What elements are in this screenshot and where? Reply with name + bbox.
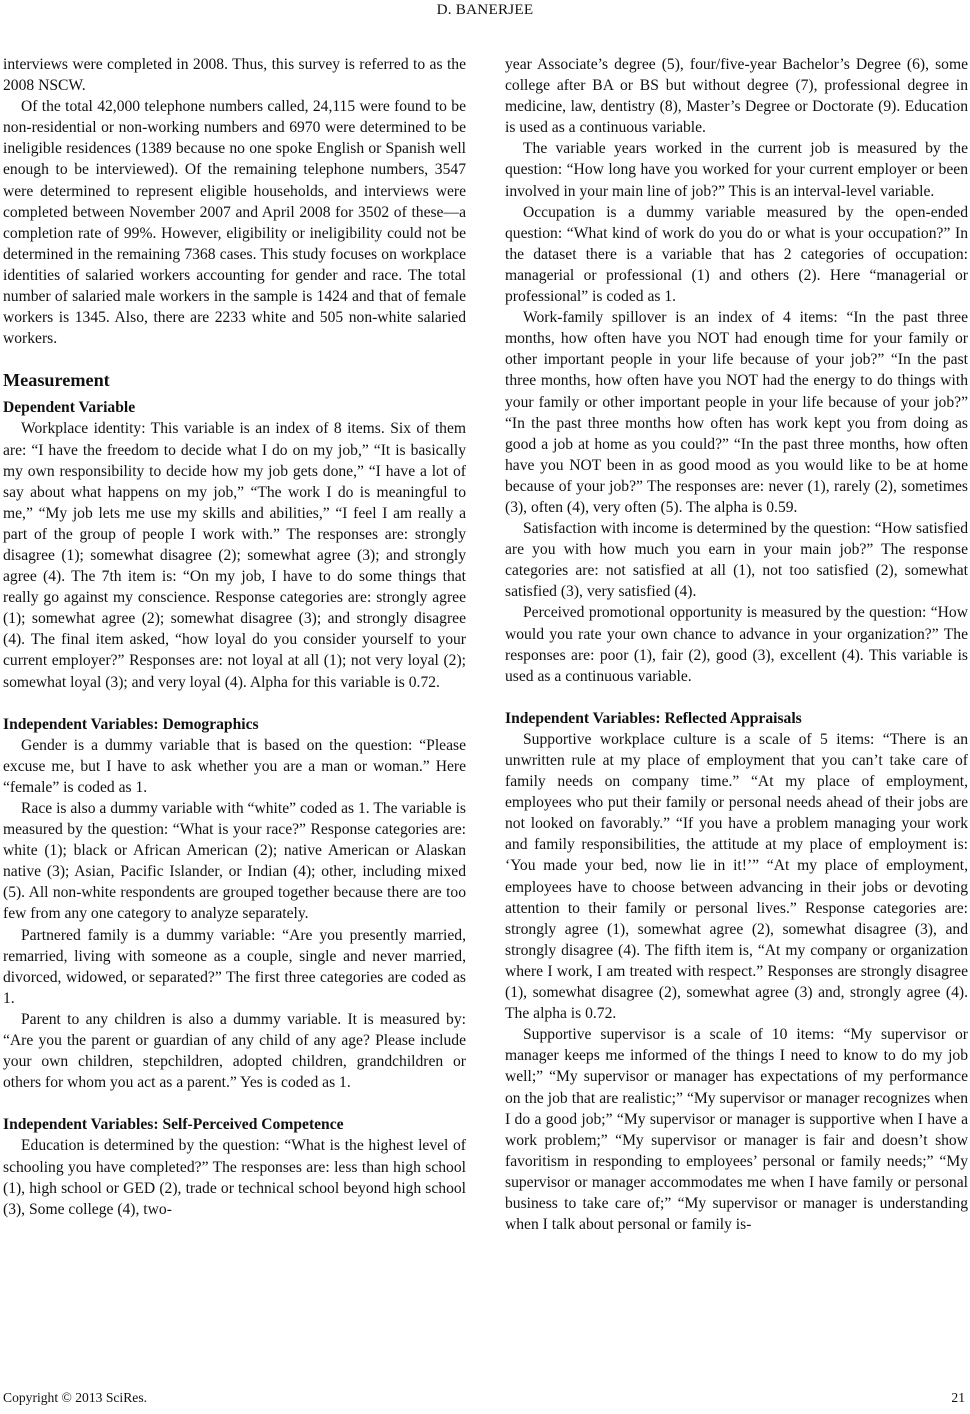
page-number: 21 (951, 1390, 965, 1405)
paragraph-years-worked: The variable years worked in the current job is measured by the question: “How long have you worked for your current employer or been involved in your main line of job?” This is an interval-level variable. (505, 140, 968, 200)
subheading-dependent-variable: Dependent Variable (3, 399, 136, 417)
paragraph-survey-intro: interviews were completed in 2008. Thus, this survey is referred to as the 2008 NSCW. (3, 56, 466, 95)
copyright-notice: Copyright © 2013 SciRes. (3, 1390, 148, 1405)
paragraph-partnered-family: Partnered family is a dummy variable: “Are you presently married, remarried, living with someone as a couple, single and never married, divorced, widowed, or separated?” The first three categories are coded as 1. (3, 926, 466, 1007)
paragraph-supportive-supervisor: Supportive supervisor is a scale of 10 items: “My supervisor or manager keeps me informed of the things I need to know to do my job well;” “My supervisor or manager has expectations of my performance on the job that are realistic;” “My supervisor or manager recognizes when I do a good job;” “My supervisor or manager is supportive when I have a work problem;” “My supervisor or manager is fair and doesn’t show favoritism in responding to employees’ personal or family needs;” “My supervisor or manager accommodates me when I have family or personal business to take care of;” “My supervisor or manager is understanding when I talk about personal or family is- (505, 1026, 968, 1234)
subheading-self-perceived-competence: Independent Variables: Self-Perceived Competence (3, 1116, 344, 1134)
paragraph-gender: Gender is a dummy variable that is based on the question: “Please excuse me, but I have to ask whether you are a man or woman.” Here “female” is coded as 1. (3, 736, 466, 796)
paragraph-education: Education is determined by the question: “What is the highest level of schooling you have completed?” The responses are: less than high school (1), high school or GED (2), trade or technical school beyond high school (3), Some college (4), two- (3, 1137, 466, 1218)
subheading-demographics: Independent Variables: Demographics (3, 715, 259, 733)
paragraph-sample: Of the total 42,000 telephone numbers called, 24,115 were found to be non-residential or non-working numbers and 6970 were determined to be ineligible residences (1389 because no one spoke English or Spanish well enough to be interviewed). Of the remaining telephone numbers, 3547 were determined to represent eligible households, and interviews were completed between November 2007 and April 2008 for 3502 of these—a completion rate of 99%. However, eligibility or ineligibility could not be determined in the remaining 7368 cases. This study focuses on workplace identities of salaried workers accounting for gender and race. The total number of salaried male workers in the sample is 1424 and that of female workers is 1345. Also, there are 2233 white and 505 non-white salaried workers. (3, 98, 466, 348)
paragraph-race: Race is also a dummy variable with “white” coded as 1. The variable is measured by the question: “What is your race?” Response categories are: white (1); black or African American (2); native American or Alaskan native (3); Asian, Pacific Islander, or Indian (4); other, including mixed (5). All non-white respondents are grouped together because there are too few from any one category to analyze separately. (3, 800, 466, 923)
paragraph-education-continued: year Associate’s degree (5), four/five-year Bachelor’s Degree (6), some college after BA or BS but without degree (7), professional degree in medicine, law, dentistry (8), Master’s Degree or Doctorate (9). Education is used as a continuous variable. (505, 56, 968, 137)
paragraph-work-family-spillover: Work-family spillover is an index of 4 items: “In the past three months, how often have you NOT had enough time for your family or other important people in your life because of your job?” “In the past three months, how often have you NOT had the energy to do things with your family or other important people in your life because of your job?” “In the past three months how often has work kept you from doing as good a job at home as you could?” “In the past three months, how often have you NOT been in as good mood as you would like to be at home because of your job?” The responses are: never (1), rarely (2), sometimes (3), often (4), very often (5). The alpha is 0.59. (505, 309, 968, 516)
paragraph-parent: Parent to any children is also a dummy variable. It is measured by: “Are you the parent or guardian of any child of any age? Please include your own children, stepchildren, adopted children, grandchildren or others for whom you act as a parent.” Yes is coded as 1. (3, 1010, 466, 1092)
paragraph-workplace-culture: Supportive workplace culture is a scale of 5 items: “There is an unwritten rule at my place of employment that you can’t take care of family needs on company time.” “At my place of employment, employees who put their family or personal needs ahead of their jobs are not looked on favorably.” “If you have a problem managing your work and family responsibilities, the attitude at my place of employment is: ‘You made your bed, now lie in it!’” “At my place of employment, employees have to choose between advancing in their jobs or devoting attention to their family or personal lives.” Response categories are: strongly agree (1), somewhat agree (2), somewhat disagree (3), and strongly disagree (4). The fifth item is, “At my company or organization where I work, I am treated with respect.” Responses are strongly disagree (1), somewhat disagree (2), somewhat agree (3) and, strongly agree (4). The alpha is 0.72. (505, 730, 968, 1023)
paragraph-promotional-opportunity: Perceived promotional opportunity is measured by the question: “How would you rate your own chance to advance in your organization?” The responses are: poor (1), fair (2), good (3), excellent (4). This variable is used as a continuous variable. (505, 604, 968, 685)
right-column (505, 54, 968, 1235)
paragraph-occupation: Occupation is a dummy variable measured by the open-ended question: “What kind of work do you do or what is your occupation?” In the dataset there is a variable that has 2 categories of occupation: managerial or professional (1) and others (2). Here “managerial or professional” is coded as 1. (505, 203, 968, 306)
running-head: D. BANERJEE (436, 1, 534, 18)
left-column (3, 54, 466, 1220)
paragraph-workplace-identity: Workplace identity: This variable is an index of 8 items. Six of them are: “I have the freedom to decide what I do on my job,” “It is basically my own responsibility to decide how my job gets done,” “I have a lot of say about what happens on my job,” “The work I do is meaningful to me,” “My job lets me use my skills and abilities,” “I feel I am really a part of the group of people I work with.” The responses are: strongly disagree (1); somewhat disagree (2); somewhat agree (3); and strongly agree (4). The 7th item is: “On my job, I have to do some things that really go against my conscience. Response categories are: strongly agree (1); somewhat agree (2); somewhat disagree (3); and strongly disagree (4). The final item asked, “how loyal do you consider yourself to your current employer?” Responses are: not loyal at all (1); not very loyal (2); somewhat loyal (3); and very loyal (4). Alpha for this variable is 0.72. (3, 420, 466, 691)
section-heading-measurement: Measurement (3, 370, 110, 391)
subheading-reflected-appraisals: Independent Variables: Reflected Appraisals (505, 709, 802, 727)
paragraph-income-satisfaction: Satisfaction with income is determined by the question: “How satisfied are you with how much you earn in your main job?” The response categories are: not satisfied at all (1), not too satisfied (2), somewhat satisfied (3), very satisfied (4). (505, 520, 968, 601)
